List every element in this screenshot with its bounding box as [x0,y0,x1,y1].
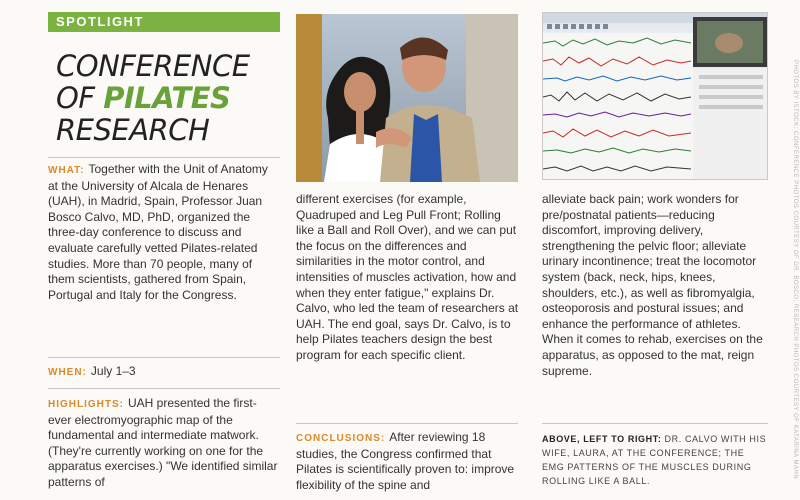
highlights-paragraph [48,396,280,491]
title-line-2 [56,82,280,114]
photo-caption [542,432,768,488]
conclusions-label: CONCLUSIONS: [296,433,386,444]
what-paragraph [48,162,280,303]
emg-software-screenshot [542,12,768,180]
caption-text: DR. CALVO WITH HIS WIFE, LAURA, AT THE CONFERENCE; THE EMG PATTERNS OF THE MUSCLES DURING ROLLING LIKE A BALL. [542,434,767,486]
section-tag: SPOTLIGHT [48,12,280,32]
title-line-1: CONFERENCE [56,49,250,83]
title-pilates: PILATES [103,81,231,115]
caption-label: ABOVE, LEFT TO RIGHT: [542,434,662,444]
divider [542,423,768,424]
photo-illustration [296,14,518,182]
highlights-text: UAH presented the first-ever electromyographic map of the fundamental and intermediate matwork. (They're currently working on one for the apparatus exercises.) "We identified similar patterns of [48,396,278,489]
column-2-text: different exercises (for example, Quadruped and Leg Pull Front; Rolling like a Ball and Roll Over), and we can put the focus on the differences and similarities in the motor control, and intensities of muscles activation, how and when they enter fatigue," explains Dr. Calvo, who led the team of researchers at UAH. The end goal, says Dr. Calvo, is to help Pilates teachers design the best program for each specific client. [296,192,519,362]
conclusions-paragraph [296,430,520,493]
when-label: WHEN: [48,367,87,378]
when-paragraph [48,364,280,381]
divider [48,388,280,389]
title-of: OF [56,81,95,115]
title-line-3: RESEARCH [56,113,210,147]
article-title [56,50,280,146]
divider [48,157,280,158]
conference-photo [296,14,518,182]
what-text: Together with the Unit of Anatomy at the University of Alcala de Henares (UAH), in Madrid, Spain, Professor Juan Bosco Calvo, MD, PhD, organized the three-day conference to discuss and evaluate carefully vetted Pilates-related studies. More than 70 people, many of them scientists, gathered from Spain, Portugal and Italy for the Congress. [48,162,268,302]
divider [48,357,280,358]
photo-credits: PHOTOS BY ISTOCK; CONFERENCE PHOTOS COURTESY OF DR. BOSCO; RESEARCH PHOTOS COURTESY OF KATARINA MAHN [792,60,798,480]
when-text: July 1–3 [90,364,136,378]
divider [296,423,518,424]
what-label: WHAT: [48,165,85,176]
highlights-label: HIGHLIGHTS: [48,399,124,410]
column-3-text: alleviate back pain; work wonders for pre/postnatal patients—reducing discomfort, improving delivery, strengthening the pelvic floor; alleviate urinary incontinence; treat the locomotor system (back, neck, hips, knees, shoulders, etc.), as well as fibromyalgia, osteoporosis and postural issues; and enhance the performance of athletes. When it comes to rehab, exercises on the apparatus, as opposed to the mat, reign supreme. [542,192,763,378]
conclusions-text: After reviewing 18 studies, the Congress confirmed that Pilates is scientifically proven to: improve flexibility of the spine and [296,430,515,492]
emg-chart-illustration [543,13,768,180]
